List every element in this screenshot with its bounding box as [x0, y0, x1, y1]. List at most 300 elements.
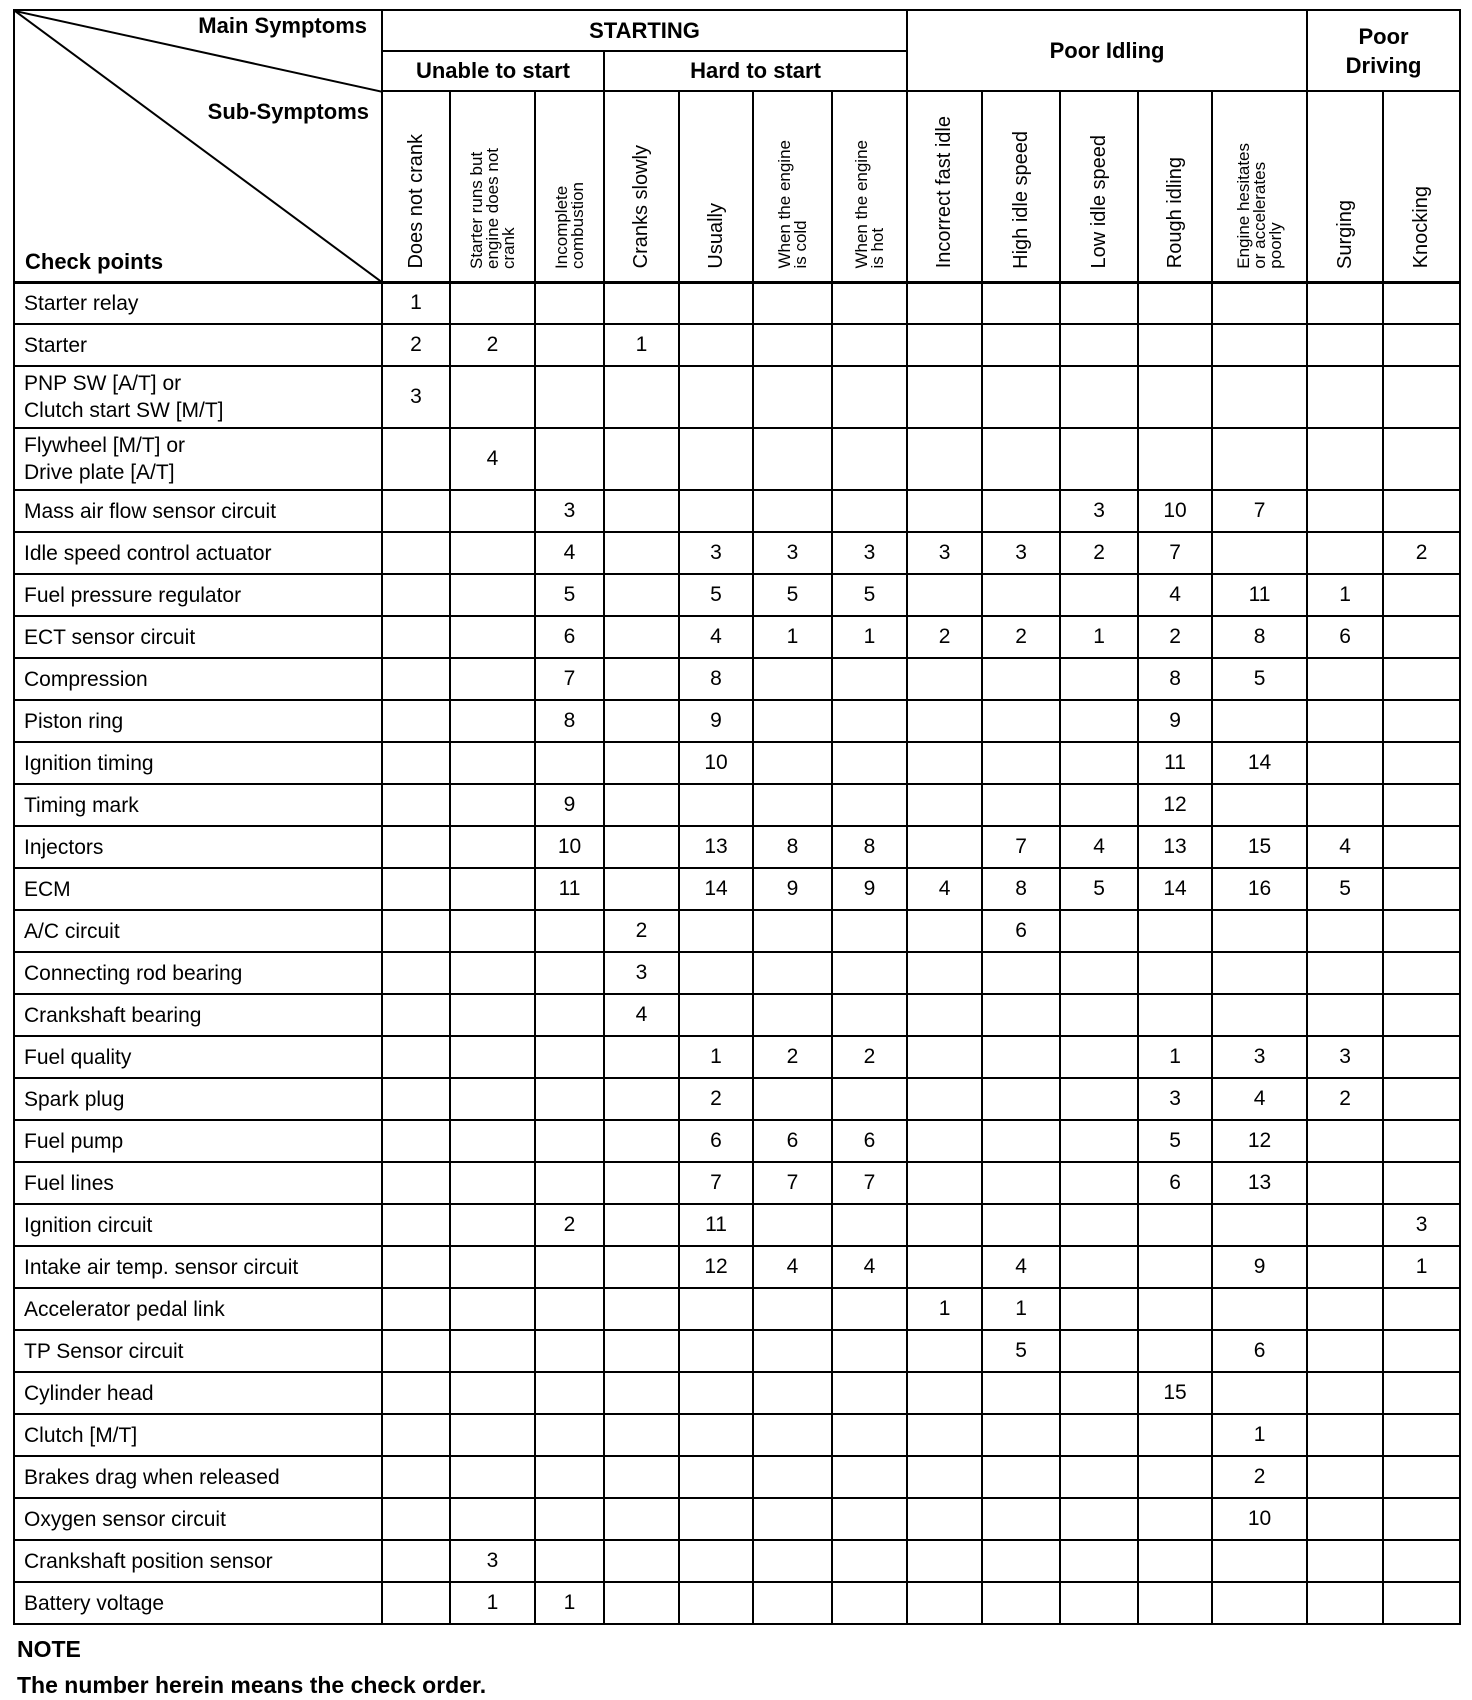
sub-symptom-header: [982, 91, 1060, 282]
check-order-cell: 1: [1307, 574, 1383, 616]
sub-symptom-label: Engine hesitates or accelerates poorly: [1233, 142, 1285, 269]
check-order-cell: 2: [382, 324, 450, 366]
check-order-cell: [1383, 658, 1460, 700]
check-point-label: Intake air temp. sensor circuit: [14, 1246, 382, 1288]
check-order-cell: [1060, 428, 1138, 490]
check-order-cell: [753, 1414, 832, 1456]
check-order-cell: 3: [450, 1540, 535, 1582]
check-order-cell: 4: [1138, 574, 1212, 616]
check-order-cell: [753, 742, 832, 784]
check-order-cell: [1212, 366, 1307, 428]
check-order-cell: [535, 1288, 604, 1330]
check-order-cell: 6: [1212, 1330, 1307, 1372]
check-order-cell: 3: [1138, 1078, 1212, 1120]
check-order-cell: [450, 490, 535, 532]
check-order-cell: [907, 1372, 982, 1414]
check-point-label: Mass air flow sensor circuit: [14, 490, 382, 532]
check-order-cell: [1307, 1456, 1383, 1498]
check-order-cell: [982, 658, 1060, 700]
check-order-cell: [1060, 1288, 1138, 1330]
check-order-cell: 1: [1383, 1246, 1460, 1288]
check-order-cell: [753, 994, 832, 1036]
check-order-cell: 7: [1212, 490, 1307, 532]
check-order-cell: 4: [535, 532, 604, 574]
check-order-cell: [679, 490, 753, 532]
check-order-cell: [1383, 784, 1460, 826]
check-order-cell: 14: [679, 868, 753, 910]
check-order-cell: [1060, 700, 1138, 742]
check-order-cell: 11: [535, 868, 604, 910]
sub-symptoms-label: Sub-Symptoms: [207, 99, 369, 124]
check-point-label: ECM: [14, 868, 382, 910]
sub-symptom-label: Surging: [1333, 199, 1356, 269]
check-order-cell: [382, 742, 450, 784]
check-order-cell: [604, 574, 679, 616]
check-order-cell: [450, 616, 535, 658]
check-order-cell: [382, 1330, 450, 1372]
table-row: [14, 868, 1460, 910]
check-order-cell: 2: [753, 1036, 832, 1078]
check-order-cell: [907, 428, 982, 490]
check-order-cell: 9: [535, 784, 604, 826]
check-order-cell: [1060, 1078, 1138, 1120]
check-order-cell: 4: [1307, 826, 1383, 868]
check-point-label: Fuel quality: [14, 1036, 382, 1078]
table-row: [14, 742, 1460, 784]
check-order-cell: 2: [535, 1204, 604, 1246]
check-order-cell: 7: [832, 1162, 907, 1204]
check-order-cell: [1383, 826, 1460, 868]
check-order-cell: [1307, 700, 1383, 742]
check-order-cell: [1383, 1372, 1460, 1414]
check-order-cell: [1307, 1414, 1383, 1456]
check-order-cell: [832, 1540, 907, 1582]
check-order-cell: [907, 658, 982, 700]
check-order-cell: [1383, 1036, 1460, 1078]
group-unable-to-start: Unable to start: [382, 51, 604, 91]
check-order-cell: [679, 1582, 753, 1624]
check-order-cell: 9: [1138, 700, 1212, 742]
check-order-cell: [753, 910, 832, 952]
check-order-cell: 2: [450, 324, 535, 366]
check-order-cell: 4: [753, 1246, 832, 1288]
check-order-cell: [907, 1414, 982, 1456]
check-order-cell: [535, 1246, 604, 1288]
check-order-cell: 2: [1212, 1456, 1307, 1498]
check-order-cell: 9: [1212, 1246, 1307, 1288]
check-order-cell: [382, 428, 450, 490]
check-order-cell: 4: [679, 616, 753, 658]
check-point-label: Battery voltage: [14, 1582, 382, 1624]
check-order-cell: 15: [1138, 1372, 1212, 1414]
check-order-cell: [1307, 784, 1383, 826]
check-order-cell: [604, 742, 679, 784]
check-order-cell: [450, 1288, 535, 1330]
diagonal-lines: [15, 11, 383, 283]
check-point-label: Cylinder head: [14, 1372, 382, 1414]
check-order-cell: [1307, 1162, 1383, 1204]
check-order-cell: 6: [832, 1120, 907, 1162]
check-order-cell: 5: [1060, 868, 1138, 910]
check-order-cell: [382, 574, 450, 616]
check-order-cell: [450, 1078, 535, 1120]
check-order-cell: 7: [535, 658, 604, 700]
check-order-cell: [753, 366, 832, 428]
check-order-cell: [753, 428, 832, 490]
check-order-cell: [753, 700, 832, 742]
check-order-cell: [450, 1162, 535, 1204]
check-order-cell: 2: [679, 1078, 753, 1120]
check-order-cell: [604, 700, 679, 742]
check-order-cell: [382, 1540, 450, 1582]
check-order-cell: [832, 1498, 907, 1540]
check-order-cell: [450, 1330, 535, 1372]
check-order-cell: 3: [1307, 1036, 1383, 1078]
check-order-cell: [1212, 1582, 1307, 1624]
check-order-cell: [535, 1120, 604, 1162]
check-order-cell: [1383, 490, 1460, 532]
check-order-cell: [679, 1414, 753, 1456]
check-order-cell: [832, 910, 907, 952]
check-point-label: Compression: [14, 658, 382, 700]
check-order-cell: [1383, 1456, 1460, 1498]
check-order-cell: [1383, 700, 1460, 742]
check-order-cell: [604, 1162, 679, 1204]
sub-symptom-header: [604, 91, 679, 282]
check-order-cell: [535, 282, 604, 324]
check-order-cell: 13: [679, 826, 753, 868]
check-order-cell: 8: [679, 658, 753, 700]
table-row: [14, 616, 1460, 658]
check-order-cell: [832, 1204, 907, 1246]
check-order-cell: [450, 366, 535, 428]
check-order-cell: [535, 994, 604, 1036]
check-order-cell: [753, 1288, 832, 1330]
check-order-cell: [832, 952, 907, 994]
check-order-cell: [1307, 1372, 1383, 1414]
check-order-cell: [1383, 1540, 1460, 1582]
sub-symptom-label: High idle speed: [1009, 130, 1032, 269]
check-order-cell: 5: [1138, 1120, 1212, 1162]
check-order-cell: [1060, 324, 1138, 366]
check-point-label: Brakes drag when released: [14, 1456, 382, 1498]
check-order-cell: [982, 1372, 1060, 1414]
check-order-cell: [679, 366, 753, 428]
check-order-cell: [1307, 994, 1383, 1036]
sub-symptom-header: [535, 91, 604, 282]
check-order-cell: [382, 1414, 450, 1456]
check-order-cell: [1060, 1540, 1138, 1582]
sub-symptom-label: Incomplete combustion: [551, 181, 587, 269]
check-order-cell: [450, 532, 535, 574]
check-order-cell: [382, 532, 450, 574]
check-order-cell: [982, 1414, 1060, 1456]
check-order-cell: [1212, 700, 1307, 742]
check-order-cell: [604, 1120, 679, 1162]
check-point-label: Starter relay: [14, 282, 382, 324]
check-order-cell: 11: [1212, 574, 1307, 616]
check-point-label: Timing mark: [14, 784, 382, 826]
check-order-cell: [753, 1372, 832, 1414]
check-order-cell: [1307, 1288, 1383, 1330]
check-order-cell: [450, 910, 535, 952]
check-order-cell: 1: [604, 324, 679, 366]
table-row: [14, 658, 1460, 700]
check-order-cell: [982, 574, 1060, 616]
check-order-cell: [1060, 910, 1138, 952]
check-order-cell: [604, 658, 679, 700]
check-order-cell: [1307, 1246, 1383, 1288]
check-order-cell: [1307, 1540, 1383, 1582]
sub-symptom-header: [1138, 91, 1212, 282]
check-order-cell: [1138, 910, 1212, 952]
sub-symptom-header: [907, 91, 982, 282]
check-order-cell: [1138, 1288, 1212, 1330]
check-order-cell: 3: [907, 532, 982, 574]
check-order-cell: [604, 282, 679, 324]
check-order-cell: [1212, 1540, 1307, 1582]
check-point-label: Piston ring: [14, 700, 382, 742]
check-order-cell: [1138, 952, 1212, 994]
check-order-cell: [679, 1498, 753, 1540]
sub-symptom-label: When the engine is cold: [774, 139, 810, 269]
check-order-cell: [1138, 1246, 1212, 1288]
check-order-cell: 5: [832, 574, 907, 616]
check-order-cell: 10: [535, 826, 604, 868]
check-order-cell: [382, 952, 450, 994]
check-order-cell: 12: [1138, 784, 1212, 826]
check-order-cell: 8: [832, 826, 907, 868]
check-order-cell: 11: [679, 1204, 753, 1246]
check-order-cell: [982, 1456, 1060, 1498]
check-order-cell: [1383, 1414, 1460, 1456]
check-order-cell: [907, 1204, 982, 1246]
table-row: [14, 952, 1460, 994]
check-order-cell: 8: [982, 868, 1060, 910]
table-row: [14, 1036, 1460, 1078]
check-order-cell: [382, 490, 450, 532]
check-order-cell: 2: [1138, 616, 1212, 658]
check-point-label: Crankshaft bearing: [14, 994, 382, 1036]
check-point-label: PNP SW [A/T] or Clutch start SW [M/T]: [14, 366, 382, 428]
check-order-cell: [1383, 1288, 1460, 1330]
check-order-cell: [450, 658, 535, 700]
check-order-cell: [982, 1540, 1060, 1582]
check-order-cell: 16: [1212, 868, 1307, 910]
check-order-cell: 4: [1212, 1078, 1307, 1120]
check-order-cell: [1060, 1246, 1138, 1288]
table-row: [14, 1414, 1460, 1456]
check-order-cell: [535, 1456, 604, 1498]
check-order-cell: 5: [1212, 658, 1307, 700]
check-order-cell: [382, 994, 450, 1036]
check-order-cell: [907, 1582, 982, 1624]
check-order-cell: [679, 324, 753, 366]
check-order-cell: 6: [1307, 616, 1383, 658]
check-order-cell: [907, 784, 982, 826]
check-order-cell: 7: [982, 826, 1060, 868]
check-order-cell: [982, 324, 1060, 366]
check-order-cell: [450, 1372, 535, 1414]
check-order-cell: [832, 1582, 907, 1624]
check-order-cell: [1138, 282, 1212, 324]
check-order-cell: [832, 1372, 907, 1414]
table-row: [14, 1078, 1460, 1120]
check-order-cell: [679, 784, 753, 826]
check-order-cell: [907, 1162, 982, 1204]
check-order-cell: [1307, 910, 1383, 952]
check-order-cell: [450, 784, 535, 826]
group-hard-to-start: Hard to start: [604, 51, 907, 91]
check-order-cell: [1138, 1414, 1212, 1456]
check-order-cell: [1138, 1498, 1212, 1540]
sub-symptom-label: Starter runs but engine does not crank: [466, 147, 518, 269]
check-order-cell: 3: [1212, 1036, 1307, 1078]
table-row: [14, 700, 1460, 742]
check-order-cell: [982, 1204, 1060, 1246]
check-order-cell: [1383, 366, 1460, 428]
check-order-cell: [753, 952, 832, 994]
check-order-cell: [1307, 428, 1383, 490]
check-order-cell: 12: [1212, 1120, 1307, 1162]
check-order-cell: 7: [679, 1162, 753, 1204]
check-order-cell: [907, 490, 982, 532]
check-order-cell: [1307, 952, 1383, 994]
check-order-cell: [753, 1330, 832, 1372]
check-order-cell: [1307, 366, 1383, 428]
corner-header: [14, 10, 382, 282]
check-order-cell: [382, 784, 450, 826]
check-order-cell: [907, 1540, 982, 1582]
check-order-cell: [1383, 994, 1460, 1036]
check-order-cell: 5: [1307, 868, 1383, 910]
check-order-cell: [1138, 1540, 1212, 1582]
check-point-label: Clutch [M/T]: [14, 1414, 382, 1456]
check-order-cell: [604, 1498, 679, 1540]
check-order-cell: 8: [535, 700, 604, 742]
check-order-cell: [832, 994, 907, 1036]
check-order-cell: [1060, 1582, 1138, 1624]
check-order-cell: [907, 994, 982, 1036]
check-order-cell: [982, 700, 1060, 742]
check-point-label: TP Sensor circuit: [14, 1330, 382, 1372]
check-order-cell: 1: [382, 282, 450, 324]
check-order-cell: [382, 616, 450, 658]
check-order-cell: [1212, 428, 1307, 490]
check-order-cell: [1383, 428, 1460, 490]
check-order-cell: [832, 366, 907, 428]
check-order-cell: [1138, 1204, 1212, 1246]
check-order-cell: 6: [535, 616, 604, 658]
check-order-cell: [753, 1456, 832, 1498]
check-order-cell: [1060, 574, 1138, 616]
check-point-label: Crankshaft position sensor: [14, 1540, 382, 1582]
sub-symptom-header: [450, 91, 535, 282]
check-order-cell: [907, 282, 982, 324]
check-order-cell: [982, 1162, 1060, 1204]
check-order-cell: [832, 282, 907, 324]
check-order-cell: [679, 1456, 753, 1498]
check-point-label: Flywheel [M/T] or Drive plate [A/T]: [14, 428, 382, 490]
check-order-cell: [982, 1582, 1060, 1624]
check-order-cell: [1383, 1078, 1460, 1120]
check-order-cell: [832, 1288, 907, 1330]
check-order-cell: [1060, 994, 1138, 1036]
check-order-cell: [450, 742, 535, 784]
check-order-cell: [382, 700, 450, 742]
check-order-cell: [535, 428, 604, 490]
diagnosis-table: [13, 9, 1461, 1625]
check-order-cell: 7: [753, 1162, 832, 1204]
check-order-cell: [982, 1498, 1060, 1540]
table-row: [14, 1162, 1460, 1204]
check-order-cell: 8: [1212, 616, 1307, 658]
check-order-cell: [1307, 1330, 1383, 1372]
check-order-cell: [535, 1078, 604, 1120]
check-order-cell: [679, 910, 753, 952]
check-order-cell: 1: [753, 616, 832, 658]
check-order-cell: 10: [679, 742, 753, 784]
check-order-cell: 3: [1060, 490, 1138, 532]
check-order-cell: [382, 1162, 450, 1204]
check-order-cell: [679, 1288, 753, 1330]
sub-symptom-label: Cranks slowly: [630, 145, 652, 269]
check-order-cell: [753, 1540, 832, 1582]
check-order-cell: [535, 910, 604, 952]
check-order-cell: [1383, 324, 1460, 366]
check-order-cell: [1212, 1204, 1307, 1246]
check-order-cell: 3: [753, 532, 832, 574]
check-order-cell: [604, 1582, 679, 1624]
check-order-cell: 6: [982, 910, 1060, 952]
check-order-cell: 2: [907, 616, 982, 658]
check-order-cell: [753, 282, 832, 324]
table-row: [14, 574, 1460, 616]
check-order-cell: 5: [753, 574, 832, 616]
check-order-cell: [1383, 742, 1460, 784]
check-order-cell: [1383, 282, 1460, 324]
sub-symptom-label: Does not crank: [404, 133, 427, 269]
check-order-cell: [1383, 1582, 1460, 1624]
check-order-cell: [907, 574, 982, 616]
check-order-cell: [907, 1120, 982, 1162]
check-order-cell: [982, 952, 1060, 994]
check-order-cell: [535, 1372, 604, 1414]
check-order-cell: [604, 490, 679, 532]
check-order-cell: [450, 826, 535, 868]
check-point-label: Oxygen sensor circuit: [14, 1498, 382, 1540]
check-order-cell: 15: [1212, 826, 1307, 868]
check-order-cell: 4: [604, 994, 679, 1036]
check-order-cell: 9: [832, 868, 907, 910]
check-order-cell: 4: [450, 428, 535, 490]
check-order-cell: 3: [679, 532, 753, 574]
check-order-cell: [450, 1120, 535, 1162]
check-order-cell: [1383, 952, 1460, 994]
table-row: [14, 282, 1460, 324]
check-order-cell: [1212, 532, 1307, 574]
check-order-cell: [1307, 1582, 1383, 1624]
check-order-cell: [604, 1246, 679, 1288]
check-point-label: Injectors: [14, 826, 382, 868]
check-order-cell: [450, 994, 535, 1036]
check-point-label: Spark plug: [14, 1078, 382, 1120]
check-order-cell: [1307, 658, 1383, 700]
check-order-cell: [832, 1414, 907, 1456]
check-order-cell: [1060, 784, 1138, 826]
check-order-cell: [1383, 1162, 1460, 1204]
check-order-cell: 2: [1307, 1078, 1383, 1120]
